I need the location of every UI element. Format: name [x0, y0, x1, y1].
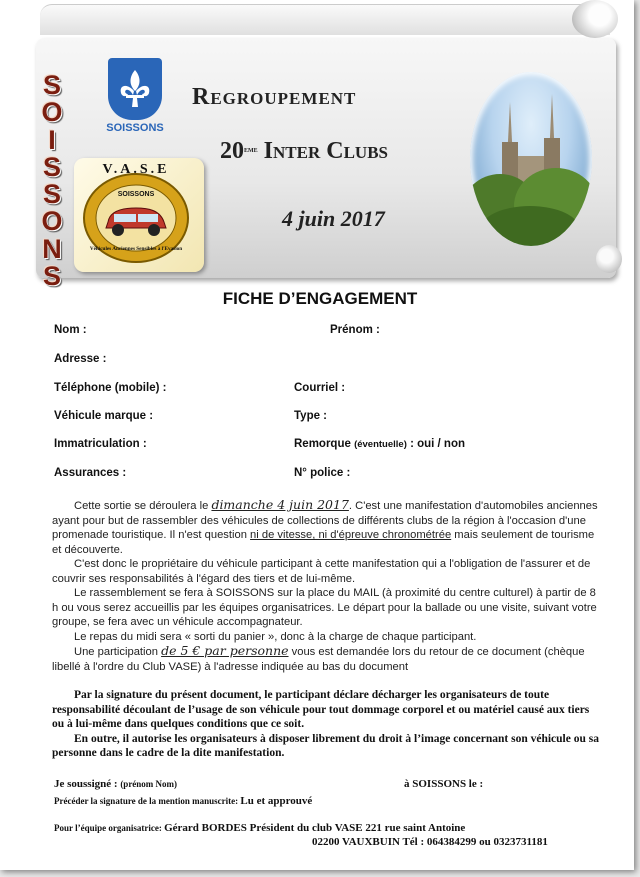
vase-name-text: V.A.S.E	[102, 162, 170, 177]
field-type: Type :	[294, 410, 328, 422]
paragraph-2: C'est donc le propriétaire du véhicule participant à cette manifestation qui a l'obligation de l'assurer et de couvrir ses responsabilités à l'égard des tiers et de lui-même.	[52, 558, 591, 585]
soissons-vertical-text	[32, 72, 72, 318]
vase-town-text: SOISSONS	[117, 191, 155, 198]
vase-club-logo	[74, 158, 204, 272]
crest-label: SOISSONS	[106, 122, 164, 134]
paragraph-4: Le repas du midi sera « sorti du panier », donc à la charge de chaque participant.	[74, 630, 477, 643]
paragraph-3: Le rassemblement se fera à SOISSONS sur la place du MAIL (à proximité du centre culturel) à partir de 8 h ou vous serez accueillis par les équipes organisatrices. Le départ pour la ballade ou une visite, suivant votre groupe, se fera avec un véhicule accompagnateur.	[52, 587, 597, 628]
a-soissons-le: à SOISSONS le :	[404, 778, 484, 790]
field-nom: Nom :	[54, 324, 87, 336]
scroll-curl-top	[572, 0, 618, 38]
vertical-letter: O	[41, 206, 63, 237]
vertical-letter: S	[42, 151, 61, 182]
paragraph-5: Une participation de 5 € par personne vous est demandée lors du retour de ce document (chèque libellé à l'ordre du Club VASE) à l'adresse indiquée au bas du document	[52, 643, 585, 673]
vertical-letter: O	[41, 97, 63, 128]
vertical-letter: N	[42, 233, 62, 264]
field-assurances: Assurances :	[54, 467, 127, 479]
event-date: 4 juin 2017	[282, 206, 385, 231]
field-immatriculation: Immatriculation :	[54, 438, 147, 450]
preceder-line: Précéder la signature de la mention manuscrite: Lu et approuvé	[54, 795, 313, 807]
scroll-curl-bottom	[596, 245, 622, 273]
remorque-note: (éventuelle)	[354, 439, 407, 450]
vertical-letter: S	[42, 261, 61, 292]
field-police: N° police :	[294, 467, 351, 479]
title-superscript: eme	[244, 145, 258, 154]
contact-line1: Pour l’équipe organisatrice: Gérard BORDES Président du club VASE 221 rue saint Antoine	[54, 822, 466, 834]
field-vehicule: Véhicule marque :	[54, 410, 154, 422]
field-telephone: Téléphone (mobile) :	[54, 382, 167, 394]
scroll-top-edge	[40, 4, 610, 35]
paragraph-6: Par la signature du présent document, le participant déclare décharger les organisateurs de toute responsabilité découlant de l’usage de son véhicule pour tout dommage corporel et ou matériel causé aux tiers ou à lui-même dans quelques conditions que ce soit.	[52, 689, 590, 731]
paragraph-1: Cette sortie se déroulera le dimanche 4 juin 2017. C'est une manifestation d'automobiles anciennes ayant pour but de rassembler des véhicules de collections de différents clubs de la région à l'occasion d'une promenade touristique. Il n'est question ni de vitesse, ni d'épreuve chronométrée mais seulement de tourisme et découverte.	[52, 497, 598, 556]
disclaimer-text	[52, 688, 604, 761]
remorque-value: : oui / non	[410, 438, 466, 450]
soissons-crest-logo	[108, 58, 162, 120]
vase-motto-text: Véhicules Anciennes Sensibles à l'Evasion	[89, 246, 183, 252]
banner-title-line1: Regroupement	[192, 84, 357, 110]
form-heading: FICHE D’ENGAGEMENT	[222, 289, 418, 308]
soussigne-line: Je soussigné : (prénom Nom)	[54, 778, 178, 790]
body-text	[52, 498, 604, 674]
cathedral-photo	[470, 72, 592, 246]
vertical-letter: S	[42, 179, 61, 210]
field-remorque	[294, 438, 465, 450]
vertical-letter: I	[48, 124, 56, 155]
field-adresse: Adresse :	[54, 353, 107, 365]
fleur-de-lis-icon	[115, 67, 155, 111]
field-courriel: Courriel :	[294, 382, 346, 394]
title-number: 20	[220, 138, 244, 164]
banner-title-line2	[220, 138, 480, 165]
remorque-label: Remorque	[294, 438, 351, 450]
paragraph-7: En outre, il autorise les organisateurs à disposer librement du droit à l’image concernant son véhicule ou sa personne dans le cadre de la dite manifestation.	[52, 732, 599, 760]
title-inter-clubs: Inter Clubs	[263, 138, 388, 164]
vertical-letter: S	[42, 70, 61, 100]
field-prenom: Prénom :	[330, 324, 380, 336]
contact-line2: 02200 VAUXBUIN Tél : 064384299 ou 0323731181	[312, 836, 548, 848]
